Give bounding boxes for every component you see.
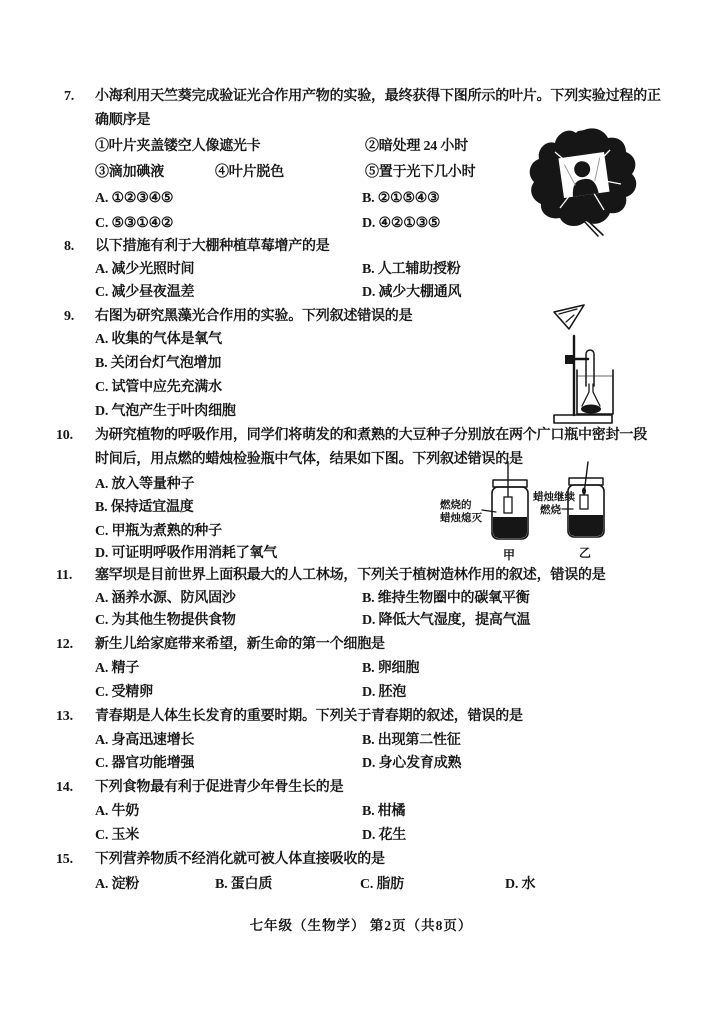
question-10-stem-line-1: 为研究植物的呼吸作用，同学们将萌发的和煮熟的大豆种子分别放在两个广口瓶中密封一段 (95, 428, 647, 443)
question-8-number: 8. (64, 239, 75, 254)
question-15-number: 15. (56, 852, 73, 867)
question-14-option-d: D. 花生 (362, 828, 407, 843)
question-15-option-b: B. 蛋白质 (215, 877, 273, 892)
question-13-number: 13. (56, 709, 73, 724)
question-14-option-a: A. 牛奶 (95, 804, 140, 819)
funnel (582, 384, 600, 406)
question-11-option-b: B. 维持生物圈中的碳氧平衡 (362, 591, 530, 606)
black-algae (581, 405, 601, 414)
question-14-option-b: B. 柑橘 (362, 804, 406, 819)
question-12-stem: 新生儿给家庭带来希望，新生命的第一个细胞是 (95, 637, 385, 652)
question-7-step-2: ②暗处理 24 小时 (365, 139, 468, 154)
question-11-number: 11. (56, 568, 73, 583)
question-9-option-b: B. 关闭台灯气泡增加 (95, 356, 222, 371)
question-15-option-d: D. 水 (505, 877, 536, 892)
question-15-option-c: C. 脂肪 (360, 877, 405, 892)
jar-a-caption: 甲 (503, 548, 516, 562)
question-7-option-b: B. ②①⑤④③ (362, 191, 440, 206)
question-10-number: 10. (56, 428, 73, 443)
question-13-option-a: A. 身高迅速增长 (95, 733, 195, 748)
question-7-step-3: ③滴加碘液 (95, 165, 164, 180)
jar-a-label-line-1: 燃烧的 (440, 500, 472, 511)
question-9-number: 9. (64, 309, 75, 324)
question-7-step-4: ④叶片脱色 (215, 165, 284, 180)
leaf-experiment-figure (524, 122, 646, 238)
question-7-option-c: C. ⑤③①④② (95, 216, 174, 231)
cutout-card-area (558, 152, 609, 198)
test-tube (586, 350, 594, 386)
question-12-option-d: D. 胚泡 (362, 685, 407, 700)
respiration-jars-figure (438, 460, 624, 562)
jar-b-candle (580, 495, 588, 509)
question-13-option-c: C. 器官功能增强 (95, 756, 195, 771)
question-9-option-d: D. 气泡产生于叶肉细胞 (95, 404, 236, 419)
question-14-number: 14. (56, 780, 73, 795)
question-9-option-c: C. 试管中应先充满水 (95, 380, 222, 395)
question-12-option-c: C. 受精卵 (95, 685, 153, 700)
question-15-option-a: A. 淀粉 (95, 877, 140, 892)
question-9-stem: 右图为研究黑藻光合作用的实验。下列叙述错误的是 (95, 309, 413, 324)
jar-b-seeds (569, 515, 603, 536)
question-7-option-a: A. ①②③④⑤ (95, 191, 174, 206)
question-12-option-a: A. 精子 (95, 661, 140, 676)
question-9-option-a: A. 收集的气体是氧气 (95, 332, 222, 347)
page-footer: 七年级（生物学） 第2页（共8页） (249, 918, 473, 933)
question-15-stem: 下列营养物质不经消化就可被人体直接吸收的是 (95, 852, 385, 867)
question-11-option-a: A. 涵养水源、防风固沙 (95, 591, 236, 606)
question-7-step-1: ①叶片夹盖镂空人像遮光卡 (95, 139, 261, 154)
desk-lamp (554, 305, 584, 329)
jar-a-label-line-2: 蜡烛熄灭 (440, 513, 482, 524)
question-14-stem: 下列食物最有利于促进青少年骨生长的是 (95, 780, 344, 795)
question-8-option-a: A. 减少光照时间 (95, 262, 195, 277)
question-7-option-d: D. ④②①③⑤ (362, 216, 441, 231)
jar-b-label-line-2: 燃烧 (540, 505, 561, 516)
photosynthesis-apparatus-figure (544, 302, 622, 426)
question-7-number: 7. (64, 89, 75, 104)
jar-b-candle-flame (582, 488, 586, 495)
question-10-option-b: B. 保持适宜温度 (95, 500, 194, 515)
question-7-stem-line-2: 确顺序是 (95, 113, 151, 128)
question-10-option-c: C. 甲瓶为煮熟的种子 (95, 524, 222, 539)
jar-a-seeds (493, 517, 527, 538)
question-12-option-b: B. 卵细胞 (362, 661, 420, 676)
jar-b-caption: 乙 (579, 546, 592, 560)
question-8-stem: 以下措施有利于大棚种植草莓增产的是 (95, 239, 330, 254)
question-11-stem: 塞罕坝是目前世界上面积最大的人工林场，下列关于植树造林作用的叙述，错误的是 (95, 568, 606, 583)
question-13-stem: 青春期是人体生长发育的重要时期。下列关于青春期的叙述，错误的是 (95, 709, 523, 724)
question-11-option-d: D. 降低大气湿度，提高气温 (362, 613, 531, 628)
question-8-option-b: B. 人工辅助授粉 (362, 262, 461, 277)
question-7-step-5: ⑤置于光下几小时 (365, 165, 476, 180)
question-8-option-d: D. 减少大棚通风 (362, 285, 462, 300)
question-13-option-b: B. 出现第二性征 (362, 733, 461, 748)
question-8-option-c: C. 减少昼夜温差 (95, 285, 195, 300)
question-10-option-a: A. 放入等量种子 (95, 477, 195, 492)
question-12-number: 12. (56, 637, 73, 652)
question-14-option-c: C. 玉米 (95, 828, 140, 843)
question-10-stem-line-2: 时间后，用点燃的蜡烛检验瓶中气体，结果如下图。下列叙述错误的是 (95, 452, 523, 467)
question-11-option-c: C. 为其他生物提供食物 (95, 613, 236, 628)
jar-b-label-line-1: 蜡烛继续 (533, 492, 575, 503)
jar-a-lid (493, 480, 527, 487)
question-7-stem-line-1: 小海利用天竺葵完成验证光合作用产物的实验，最终获得下图所示的叶片。下列实验过程的正 (95, 89, 661, 104)
stand-base (554, 415, 612, 423)
question-10-option-d: D. 可证明呼吸作用消耗了氧气 (95, 546, 278, 561)
jar-a-candle (504, 497, 512, 513)
question-13-option-d: D. 身心发育成熟 (362, 756, 462, 771)
